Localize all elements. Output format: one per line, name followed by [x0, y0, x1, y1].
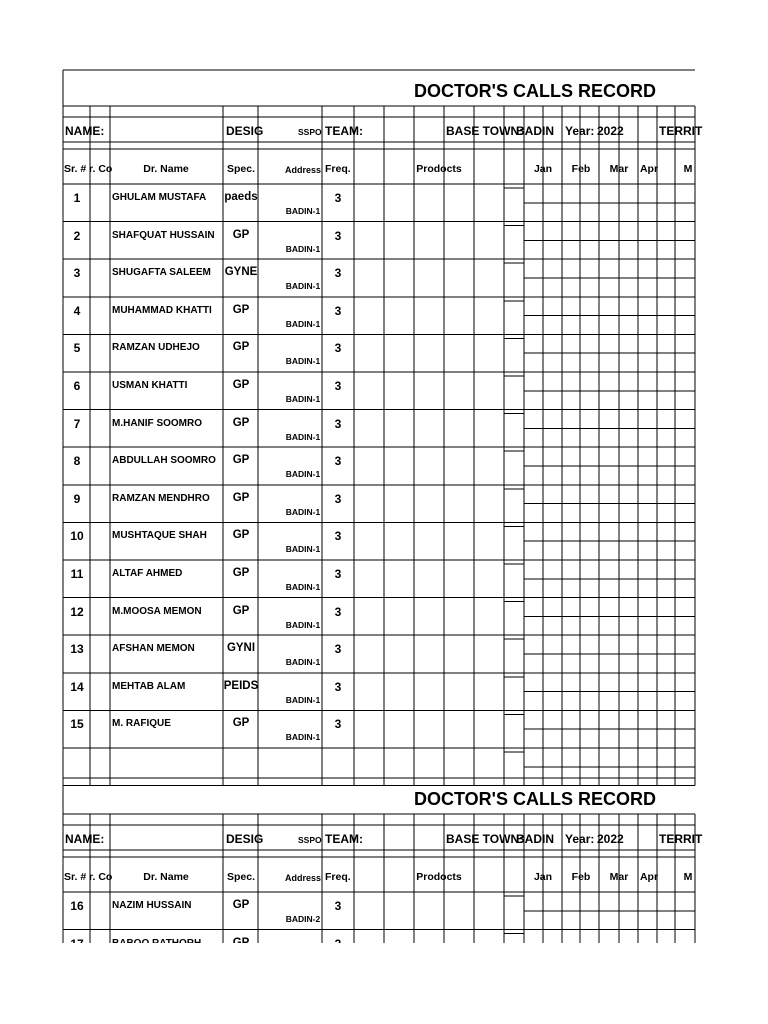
row-dr-name: GHULAM MUSTAFA: [112, 192, 207, 203]
desig-value: SSPO: [298, 127, 322, 137]
row-freq: 3: [334, 529, 342, 544]
page-title: DOCTOR'S CALLS RECORD: [414, 81, 656, 101]
col-header-freq: Freq.: [325, 871, 351, 883]
row-sr: 10: [70, 529, 84, 544]
row-address: BADIN-1: [285, 431, 321, 442]
row-spec: GP: [232, 529, 250, 542]
row-address: BADIN-1: [285, 356, 321, 367]
row-dr-name: SHUGAFTA SALEEM: [112, 267, 211, 279]
desig-label: DESIG: [226, 832, 264, 846]
row-spec: GP: [232, 567, 250, 579]
row-spec: GP: [232, 379, 250, 391]
row-sr: 2: [73, 228, 81, 243]
col-header-spec: Spec.: [226, 871, 256, 883]
col-header-month: Apr: [639, 871, 659, 883]
territory-label: TERRIT: [659, 832, 703, 846]
row-freq: 3: [334, 717, 342, 732]
row-dr-name: ALTAF AHMED: [112, 568, 183, 579]
row-address: BADIN-1: [285, 657, 321, 668]
row-sr: 11: [70, 567, 84, 581]
row-sr: 7: [73, 416, 81, 431]
col-header-code: r. Co: [89, 871, 113, 883]
row-dr-name: USMAN KHATTI: [112, 380, 188, 391]
col-header-month: Jan: [533, 163, 553, 175]
base-town-value: BADIN: [516, 124, 554, 138]
row-address: BADIN-1: [285, 318, 321, 329]
row-sr: 3: [73, 266, 81, 281]
team-label: TEAM:: [325, 124, 363, 138]
row-sr: 14: [70, 679, 84, 694]
row-spec: GP: [232, 416, 250, 429]
row-spec: GP: [232, 454, 250, 467]
row-spec: GP: [232, 341, 250, 354]
row-dr-name: MUHAMMAD KHATTI: [112, 304, 212, 316]
row-dr-name: NAZIM HUSSAIN: [112, 900, 192, 911]
col-header-spec: Spec.: [226, 163, 256, 175]
col-header-month: Mar: [609, 163, 629, 175]
year-value: 2022: [597, 124, 624, 138]
col-header-sr: Sr. #: [64, 163, 87, 175]
year-label: Year:: [565, 124, 595, 138]
row-sr: 15: [70, 717, 84, 732]
row-freq: 3: [334, 679, 342, 694]
page-title: DOCTOR'S CALLS RECORD: [414, 789, 656, 809]
row-sr: 4: [73, 303, 81, 318]
col-header-sr: Sr. #: [64, 871, 87, 883]
row-freq: 3: [334, 642, 342, 657]
row-sr: 1: [73, 191, 81, 205]
row-dr-name: SHAFQUAT HUSSAIN: [112, 229, 215, 241]
row-spec: GP: [232, 717, 250, 730]
base-town-label: BASE TOWN:: [446, 124, 524, 138]
col-header-month: Mar: [609, 871, 629, 883]
row-sr: 8: [73, 454, 81, 469]
col-header-address: Address: [284, 165, 322, 175]
row-spec: GP: [232, 491, 250, 504]
row-freq: 3: [334, 416, 342, 431]
row-sr: 5: [73, 341, 81, 356]
year-value: 2022: [597, 832, 624, 846]
row-dr-name: M.MOOSA MEMON: [112, 605, 202, 617]
row-freq: 3: [334, 266, 342, 281]
row-freq: 3: [334, 899, 342, 913]
row-freq: 3: [334, 491, 342, 506]
row-freq: 3: [334, 303, 342, 318]
row-spec: paeds: [224, 191, 258, 203]
row-address: BADIN-1: [285, 619, 321, 630]
row-freq: 3: [334, 454, 342, 469]
row-spec: GP: [232, 604, 250, 617]
col-header-dr-name: Dr. Name: [143, 871, 189, 883]
row-freq: 3: [334, 191, 342, 205]
row-address: BADIN-1: [285, 582, 321, 592]
row-dr-name: MEHTAB ALAM: [112, 680, 186, 692]
col-header-products: Prodocts: [416, 163, 462, 175]
row-address: BADIN-1: [285, 732, 321, 743]
row-dr-name: MUSHTAQUE SHAH: [112, 530, 207, 542]
row-spec: GP: [232, 899, 250, 911]
year-label: Year:: [565, 832, 595, 846]
row-freq: 3: [334, 228, 342, 243]
col-header-month: Feb: [571, 871, 591, 883]
col-header-month: Jan: [533, 871, 553, 883]
col-header-freq: Freq.: [325, 163, 351, 175]
row-address: BADIN-1: [285, 281, 321, 292]
desig-label: DESIG: [226, 124, 264, 138]
row-address: BADIN-1: [285, 394, 321, 404]
row-sr: 16: [70, 899, 84, 913]
page-cutoff: [0, 943, 768, 1024]
col-header-dr-name: Dr. Name: [143, 163, 189, 175]
row-freq: 3: [334, 604, 342, 619]
row-address: BADIN-1: [285, 243, 321, 254]
col-header-products: Prodocts: [416, 871, 462, 883]
row-dr-name: M. RAFIQUE: [112, 718, 171, 730]
row-sr: 13: [70, 642, 84, 657]
row-freq: 3: [334, 379, 342, 393]
col-header-month: M: [683, 163, 693, 175]
row-address: BADIN-1: [285, 506, 321, 517]
name-label: NAME:: [65, 124, 105, 138]
row-freq: 3: [334, 341, 342, 356]
row-address: BADIN-2: [285, 914, 321, 924]
row-spec: GYNE: [224, 266, 258, 279]
row-dr-name: ABDULLAH SOOMRO: [112, 455, 216, 467]
team-label: TEAM:: [325, 832, 363, 846]
base-town-label: BASE TOWN:: [446, 832, 524, 846]
row-freq: 3: [334, 567, 342, 581]
base-town-value: BADIN: [516, 832, 554, 846]
row-sr: 12: [70, 604, 84, 619]
col-header-code: r. Co: [89, 163, 113, 175]
col-header-month: Feb: [571, 163, 591, 175]
row-sr: 6: [73, 379, 81, 393]
territory-label: TERRIT: [659, 124, 703, 138]
row-dr-name: M.HANIF SOOMRO: [112, 417, 202, 429]
row-sr: 9: [73, 491, 81, 506]
col-header-month: M: [683, 871, 693, 883]
col-header-address: Address: [284, 873, 322, 883]
row-spec: GP: [232, 303, 250, 316]
row-address: BADIN-1: [285, 544, 321, 555]
desig-value: SSPO: [298, 835, 322, 845]
row-spec: GP: [232, 228, 250, 241]
col-header-month: Apr: [639, 163, 659, 175]
row-spec: GYNI: [226, 642, 256, 655]
row-dr-name: AFSHAN MEMON: [112, 643, 195, 655]
row-address: BADIN-1: [285, 206, 321, 216]
name-label: NAME:: [65, 832, 105, 846]
row-spec: PEIDS: [223, 679, 259, 692]
row-address: BADIN-1: [285, 694, 321, 705]
row-dr-name: RAMZAN UDHEJO: [112, 342, 200, 354]
row-address: BADIN-1: [285, 469, 321, 480]
row-dr-name: RAMZAN MENDHRO: [112, 492, 210, 504]
